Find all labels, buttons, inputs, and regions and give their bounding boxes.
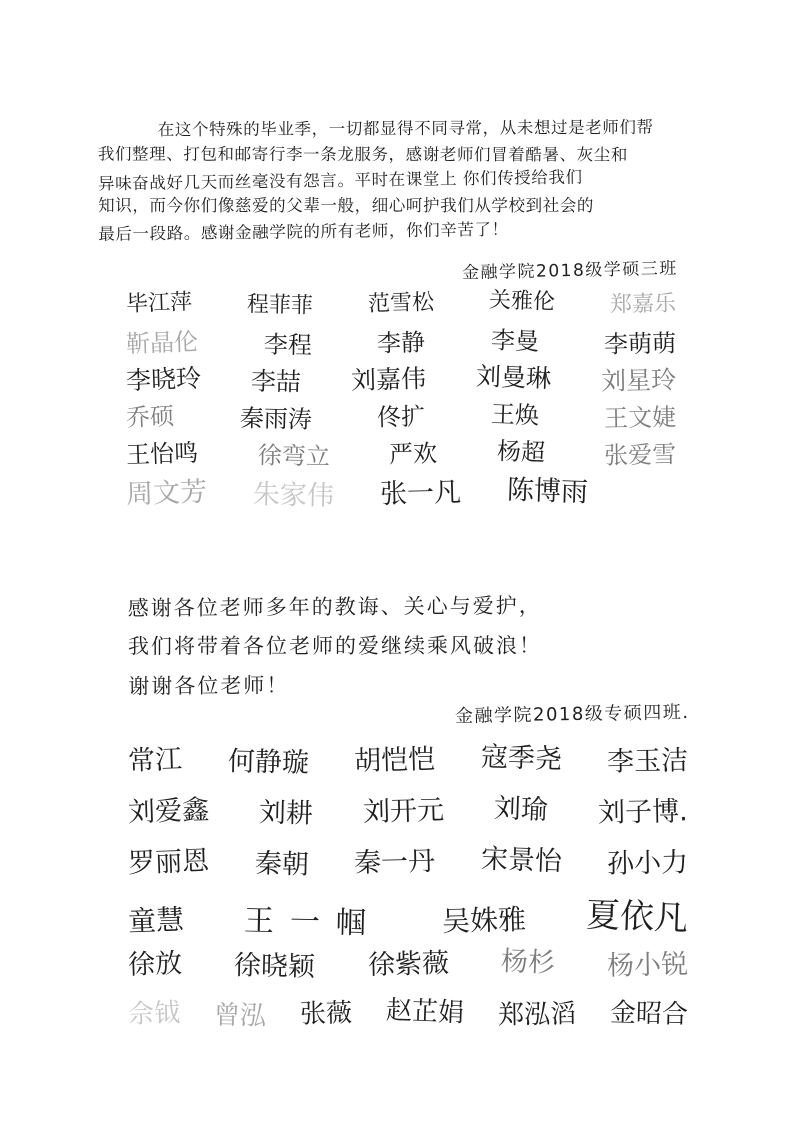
signature-name: 夏依凡 — [585, 895, 689, 939]
signature-name: 李曼 — [490, 326, 539, 356]
signature-name: 郑泓滔 — [497, 999, 577, 1031]
signature-name: 陈博雨 — [506, 474, 589, 509]
signature-name: 佟扩 — [376, 402, 426, 432]
signature-name: 王一帼 — [243, 903, 383, 942]
signature-name: 关雅伦 — [488, 287, 556, 316]
signature-name: 杨小锐 — [606, 949, 689, 982]
signature-name: 孙小力 — [606, 847, 689, 880]
signature-name: 常江 — [127, 744, 183, 777]
note1-line-3: 异味奋战好几天而丝毫没有怨言。平时在课堂上 你们传授给我们 — [97, 167, 583, 194]
signature-row — [126, 434, 676, 471]
note1-line-2: 我们整理、打包和邮寄行李一条龙服务，感谢老师们冒着酷暑、灰尘和 — [97, 143, 628, 164]
signature-name: 张一凡 — [379, 476, 462, 511]
signature-name: 毕江萍 — [125, 289, 193, 318]
signature-name: 严欢 — [388, 439, 438, 469]
signature-name: 吴姝雅 — [441, 902, 527, 939]
signature-name: 范雪松 — [367, 290, 435, 317]
note1-line-4: 知识，而今你们像慈爱的父辈一般，细心呵护我们从学校到社会的 — [98, 195, 595, 215]
signature-name: 秦一丹 — [353, 845, 436, 880]
thank-you-note-2 — [128, 587, 543, 707]
signature-name: 靳晶伦 — [125, 327, 199, 359]
signature-name: 佘钺 — [127, 998, 181, 1030]
signature-name: 徐晓颖 — [233, 950, 316, 983]
note2-class-signoff: 金融学院2018级专硕四班. — [454, 701, 690, 728]
note2-line-1: 感谢各位老师多年的教诲、关心与爱护， — [127, 593, 542, 621]
signature-row — [128, 789, 688, 840]
signature-name: 罗丽恩 — [127, 845, 210, 880]
note2-line-3: 谢谢各位老师！ — [128, 673, 290, 699]
note1-line-5: 最后一段路。感谢金融学院的所有老师，你们辛苦了！ — [98, 219, 509, 244]
signature-name: 胡恺恺 — [353, 743, 436, 778]
signature-name: 李萌萌 — [603, 329, 677, 359]
signature-name: 李程 — [263, 330, 312, 360]
signature-name: 秦雨涛 — [239, 404, 312, 434]
signature-row — [126, 471, 588, 513]
signature-row — [126, 323, 676, 360]
signature-name: 童慧 — [127, 903, 185, 938]
signature-name: 何静璇 — [227, 746, 309, 779]
thank-you-note-1 — [98, 114, 719, 245]
signature-name: 徐紫薇 — [367, 947, 449, 982]
signature-name: 李静 — [376, 328, 426, 358]
signature-row — [128, 738, 688, 789]
signature-row — [128, 840, 688, 891]
signature-name: 郑嘉乐 — [609, 291, 677, 318]
signature-name: 王文婕 — [603, 403, 677, 433]
signature-name: 刘子博. — [598, 796, 689, 829]
signature-name: 李晓玲 — [125, 363, 202, 396]
signature-name: 曾泓 — [213, 1000, 267, 1032]
signature-name: 赵芷娟 — [385, 995, 465, 1029]
signature-name: 刘曼琳 — [475, 361, 552, 394]
signature-name: 杨杉 — [500, 946, 556, 979]
signature-name: 金昭合 — [609, 997, 689, 1031]
signature-name: 王焕 — [490, 400, 539, 430]
note1-line-1: 在这个特殊的毕业季，一切都显得不同寻常，从未想过是老师们帮 — [157, 117, 654, 140]
signature-row — [126, 360, 676, 397]
signature-name: 寇季尧 — [479, 741, 562, 776]
signature-name: 朱家伟 — [252, 479, 335, 512]
note1-class-signoff: 金融学院2018级学硕三班 — [461, 258, 679, 284]
signature-name: 王怡鸣 — [125, 438, 199, 470]
signature-name: 徐弯立 — [257, 441, 330, 471]
signature-block-2 — [128, 738, 688, 1044]
signature-name: 乔硕 — [125, 402, 175, 432]
signature-block-1 — [126, 286, 676, 513]
signature-name: 刘瑜 — [493, 793, 549, 826]
signature-row — [128, 891, 688, 942]
signature-name: 周文芳 — [125, 476, 208, 511]
signature-name: 李玉洁 — [606, 745, 689, 778]
signature-name: 张爱雪 — [603, 440, 677, 470]
signature-row — [126, 397, 676, 434]
signature-name: 宋景怡 — [479, 843, 562, 878]
signature-row — [128, 993, 688, 1044]
signature-name: 刘爱鑫 — [127, 794, 210, 829]
signature-name: 刘开元 — [362, 794, 445, 829]
signature-name: 杨超 — [496, 437, 545, 467]
signature-row — [126, 286, 676, 323]
signature-name: 秦朝 — [254, 848, 309, 881]
signature-row — [128, 942, 688, 993]
signature-name: 刘嘉伟 — [350, 364, 427, 395]
signature-name: 张薇 — [299, 998, 353, 1030]
note2-line-2: 我们将带着各位老师的爱继续乘风破浪！ — [127, 633, 543, 659]
signature-name: 徐放 — [127, 948, 183, 981]
signature-name: 李喆 — [250, 366, 302, 397]
signature-name: 刘星玲 — [600, 365, 677, 396]
signature-name: 刘耕 — [258, 797, 314, 830]
signature-name: 程菲菲 — [246, 292, 314, 319]
